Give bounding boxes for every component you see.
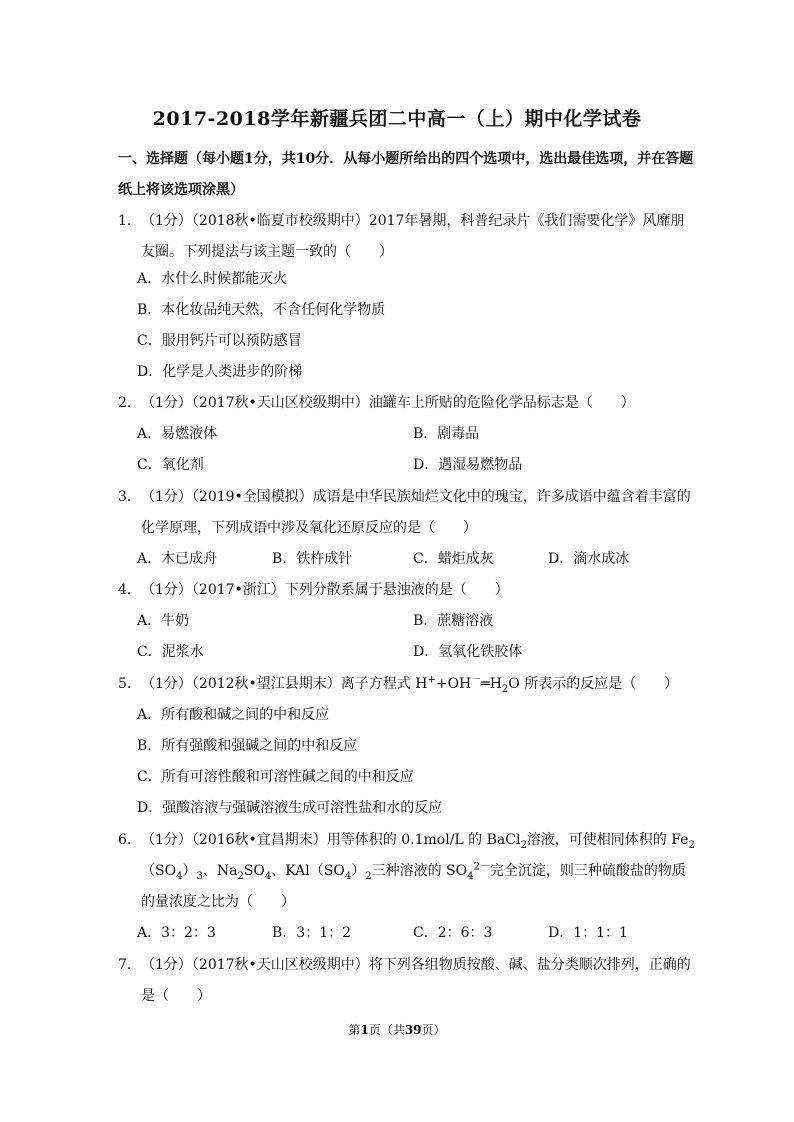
option-b: B．所有强酸和强碱之间的中和反应: [137, 738, 358, 754]
option-c: C．泥浆水: [137, 644, 204, 660]
question-stem-part: ）: [351, 863, 366, 879]
subscript: 4: [467, 870, 474, 882]
question-2: [118, 388, 698, 419]
question-stem-part: +OH: [435, 676, 472, 692]
subscript: 2: [520, 839, 527, 851]
option-b: B．3：1：2: [272, 925, 352, 941]
option-d: D．化学是人类进步的阶梯: [137, 364, 303, 380]
page-title: 2017-2018学年新疆兵团二中高一（上）期中化学试卷: [152, 108, 642, 130]
question-stem: （1分）（2018秋•临夏市校级期中）2017年暑期，科普纪录片《我们需要化学》风靡朋友圈。下列提法与该主题一致的（ ）: [141, 213, 685, 260]
superscript: －: [471, 674, 482, 686]
subscript: 4: [344, 870, 352, 882]
question-stem-part: SO: [243, 863, 265, 879]
option-d: D．滴水成冰: [548, 551, 630, 567]
option-c: C．所有可溶性酸和可溶性碱之间的中和反应: [137, 769, 414, 785]
option-d: D．氢氧化铁胶体: [413, 644, 523, 660]
footer-text: 页（共: [368, 1023, 405, 1037]
option-b: B．蔗糖溶液: [413, 613, 494, 629]
question-stem-part: ═H: [481, 676, 502, 692]
subscript: 2: [365, 870, 372, 882]
question-stem-part: （SO: [141, 863, 177, 879]
superscript: +: [427, 674, 436, 686]
question-4: [118, 575, 698, 606]
question-number: 7．: [118, 957, 141, 973]
question-stem-part: 溶液，可使相同体积的 Fe: [526, 832, 689, 848]
option-a: A．牛奶: [137, 613, 190, 629]
question-number: 3．: [118, 489, 141, 505]
subscript: 2: [237, 870, 244, 882]
option-d: D．遇湿易燃物品: [413, 457, 523, 473]
question-stem-part: O 所表示的反应是（ ）: [508, 676, 679, 692]
question-stem-part: （1分）（2016秋•宜昌期末）用等体积的 0.1mol/L 的 BaCl: [141, 832, 521, 848]
question-number: 5．: [118, 676, 141, 692]
option-b: B．铁杵成针: [272, 551, 353, 567]
question-stem-part: 完全沉淀，则三种硫酸盐的物质的量浓度之比为（ ）: [141, 863, 686, 910]
question-stem-part: 三种溶液的 SO: [371, 863, 468, 879]
option-a: A．易燃液体: [137, 426, 218, 442]
footer-text: 页）: [421, 1023, 446, 1037]
subscript: 2: [688, 839, 695, 851]
footer-text: 第: [348, 1023, 361, 1037]
question-stem-part: ）: [182, 863, 197, 879]
question-6: [118, 825, 698, 918]
question-number: 6．: [118, 832, 141, 848]
question-stem: （1分）（2017•浙江）下列分散系属于悬浊液的是（ ）: [141, 582, 509, 598]
superscript: 2－: [473, 861, 490, 873]
page-total: 39: [404, 1023, 422, 1037]
option-a: A．所有酸和碱之间的中和反应: [137, 707, 330, 723]
page-footer: [0, 1021, 794, 1038]
option-a: A．木已成舟: [137, 551, 218, 567]
question-stem: （1分）（2017秋•天山区校级期中）将下列各组物质按酸、碱、盐分类顺次排列，正确的是（ ）: [141, 957, 691, 1004]
subscript: 2: [501, 683, 509, 695]
question-stem: （1分）（2017秋•天山区校级期中）油罐车上所贴的危险化学品标志是（ ）: [141, 395, 635, 411]
option-a: A．3：2：3: [137, 925, 216, 941]
question-stem: （1分）（2019•全国模拟）成语是中华民族灿烂文化中的瑰宝，许多成语中蕴含着丰富的化学原理，下列成语中涉及氧化还原反应的是（ ）: [141, 489, 691, 536]
question-number: 2．: [118, 395, 141, 411]
section-heading: 一、选择题（每小题1分，共10分．从每小题所给出的四个选项中，选出最佳选项，并在答题纸上将该选项涂黑）: [118, 151, 694, 198]
option-c: C．蜡炬成灰: [413, 551, 494, 567]
question-stem-part: 、KAl（SO: [271, 863, 345, 879]
option-b: B．剧毒品: [413, 426, 480, 442]
option-b: B．本化妆品纯天然，不含任何化学物质: [137, 302, 386, 318]
option-c: C．服用钙片可以预防感冒: [137, 333, 302, 349]
subscript: 3: [196, 870, 203, 882]
option-c: C．2：6：3: [413, 925, 493, 941]
option-d: D．强酸溶液与强碱溶液生成可溶性盐和水的反应: [137, 800, 443, 816]
question-number: 1．: [118, 213, 141, 229]
subscript: 4: [264, 870, 272, 882]
page-number: 1: [360, 1023, 369, 1037]
option-a: A．水什么时候都能灭火: [137, 271, 288, 287]
question-3: [118, 482, 698, 544]
question-7: [118, 950, 698, 1012]
question-5: [118, 669, 698, 700]
question-stem-part: （1分）（2012秋•望江县期末）离子方程式 H: [141, 676, 428, 692]
question-1: [118, 206, 698, 268]
question-stem-part: 、Na: [202, 863, 238, 879]
option-d: D．1：1：1: [548, 925, 628, 941]
option-c: C．氧化剂: [137, 457, 204, 473]
question-number: 4．: [118, 582, 141, 598]
subscript: 4: [176, 870, 183, 882]
